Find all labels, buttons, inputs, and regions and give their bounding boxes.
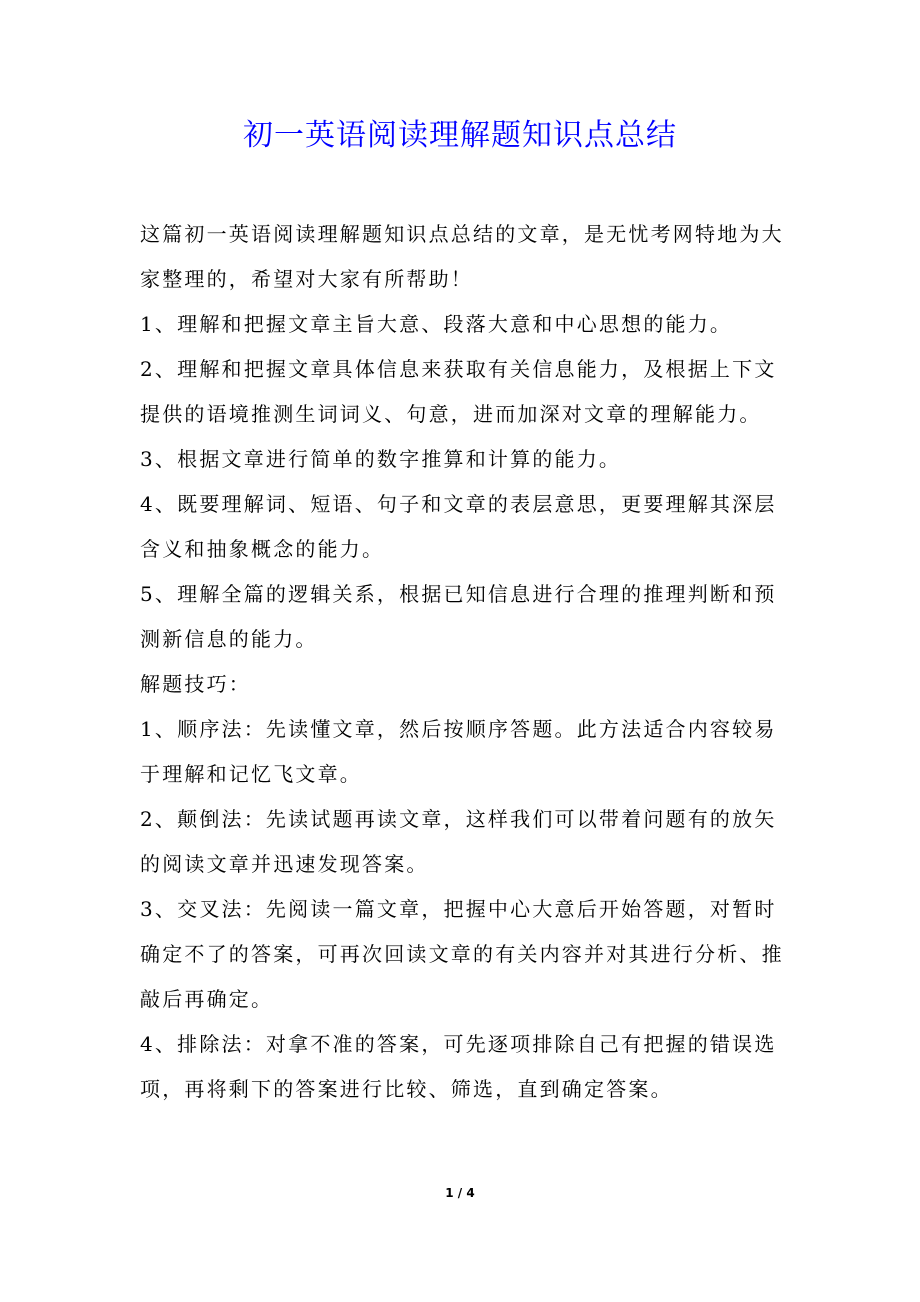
tip-item-3: 3、交叉法：先阅读一篇文章，把握中心大意后开始答题，对暂时确定不了的答案，可再次回读文章的有关内容并对其进行分析、推敲后再确定。 <box>140 897 784 1011</box>
tip-item-4: 4、排除法：对拿不准的答案，可先逐项排除自己有把握的错误选项，再将剩下的答案进行比较、筛选，直到确定答案。 <box>140 1032 777 1101</box>
ability-item-1: 1、理解和把握文章主旨大意、段落大意和中心思想的能力。 <box>140 312 733 336</box>
ability-item-5: 5、理解全篇的逻辑关系，根据已知信息进行合理的推理判断和预测新信息的能力。 <box>140 582 777 651</box>
ability-item-3: 3、根据文章进行简单的数字推算和计算的能力。 <box>140 447 622 471</box>
tip-item-1: 1、顺序法：先读懂文章，然后按顺序答题。此方法适合内容较易于理解和记忆飞文章。 <box>140 717 777 786</box>
ability-item-4: 4、既要理解词、短语、句子和文章的表层意思，更要理解其深层含义和抽象概念的能力。 <box>140 492 777 561</box>
page-indicator: 1 / 4 <box>445 1186 475 1200</box>
intro-paragraph: 这篇初一英语阅读理解题知识点总结的文章，是无忧考网特地为大家整理的，希望对大家有所帮助！ <box>140 222 784 291</box>
ability-item-2: 2、理解和把握文章具体信息来获取有关信息能力，及根据上下文提供的语境推测生词词义、句意，进而加深对文章的理解能力。 <box>140 357 777 426</box>
tip-item-2: 2、颠倒法：先读试题再读文章，这样我们可以带着问题有的放矢的阅读文章并迅速发现答案。 <box>140 807 777 876</box>
document-body <box>140 212 790 1112</box>
page-title: 初一英语阅读理解题知识点总结 <box>243 118 677 153</box>
tips-heading: 解题技巧： <box>140 672 251 696</box>
